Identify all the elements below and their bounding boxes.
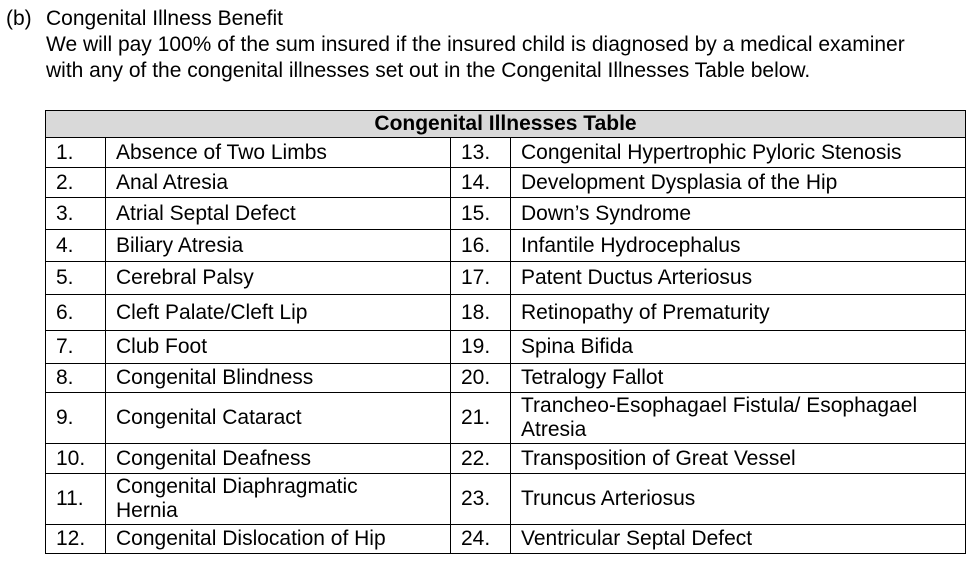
illness-name: Club Foot [106,331,451,364]
table-row [46,364,966,393]
illness-name: Transposition of Great Vessel [511,444,966,474]
row-number: 6. [46,295,106,331]
illness-name: Infantile Hydrocephalus [511,230,966,262]
row-number: 18. [451,295,511,331]
paragraph-line: We will pay 100% of the sum insured if the insured child is diagnosed by a medical examiner [46,33,905,56]
row-number: 13. [451,138,511,168]
table-header-row [46,111,966,138]
row-number: 22. [451,444,511,474]
illness-name: Tetralogy Fallot [511,364,966,393]
row-number: 10. [46,444,106,474]
table-row [46,198,966,230]
row-number: 19. [451,331,511,364]
row-number: 21. [451,393,511,444]
section-heading: Congenital Illness Benefit [46,7,283,30]
table-row [46,525,966,554]
table-row [46,295,966,331]
illness-name: Absence of Two Limbs [106,138,451,168]
benefit-section [6,6,905,84]
illness-name-line: Atresia [521,418,587,441]
illness-name-line: Trancheo-Esophagael Fistula/ Esophagael [521,394,918,417]
row-number: 9. [46,393,106,444]
row-number: 4. [46,230,106,262]
table-row [46,444,966,474]
illness-name: Anal Atresia [106,168,451,198]
illness-name: Development Dysplasia of the Hip [511,168,966,198]
congenital-illnesses-table [45,110,966,554]
table-row [46,168,966,198]
table-row [46,230,966,262]
table-row [46,474,966,525]
table-row [46,138,966,168]
illness-name: Down’s Syndrome [511,198,966,230]
row-number: 12. [46,525,106,554]
row-number: 5. [46,262,106,295]
illness-name-line: Congenital Diaphragmatic [116,475,358,498]
illness-name: Patent Ductus Arteriosus [511,262,966,295]
row-number: 16. [451,230,511,262]
section-paragraph [46,32,905,84]
illness-name: Atrial Septal Defect [106,198,451,230]
illness-name: Congenital Dislocation of Hip [106,525,451,554]
illness-name: Spina Bifida [511,331,966,364]
table-row [46,331,966,364]
row-number: 20. [451,364,511,393]
illness-name: Cleft Palate/Cleft Lip [106,295,451,331]
row-number: 23. [451,474,511,525]
row-number: 1. [46,138,106,168]
row-number: 11. [46,474,106,525]
table-title: Congenital Illnesses Table [46,111,966,138]
illness-name: Ventricular Septal Defect [511,525,966,554]
row-number: 3. [46,198,106,230]
row-number: 14. [451,168,511,198]
illness-name: Biliary Atresia [106,230,451,262]
row-number: 8. [46,364,106,393]
row-number: 2. [46,168,106,198]
section-marker: (b) [6,7,32,30]
table-row [46,262,966,295]
row-number: 24. [451,525,511,554]
illness-name: Congenital Hypertrophic Pyloric Stenosis [511,138,966,168]
illness-name [106,474,451,525]
illness-name: Congenital Cataract [106,393,451,444]
illness-name: Congenital Deafness [106,444,451,474]
illness-name [511,393,966,444]
illness-name: Cerebral Palsy [106,262,451,295]
row-number: 15. [451,198,511,230]
illness-name: Retinopathy of Prematurity [511,295,966,331]
illness-name-line: Hernia [116,499,178,522]
row-number: 17. [451,262,511,295]
table-row [46,393,966,444]
row-number: 7. [46,331,106,364]
illness-name: Congenital Blindness [106,364,451,393]
illness-name: Truncus Arteriosus [511,474,966,525]
paragraph-line: with any of the congenital illnesses set out in the Congenital Illnesses Table below. [46,59,811,82]
